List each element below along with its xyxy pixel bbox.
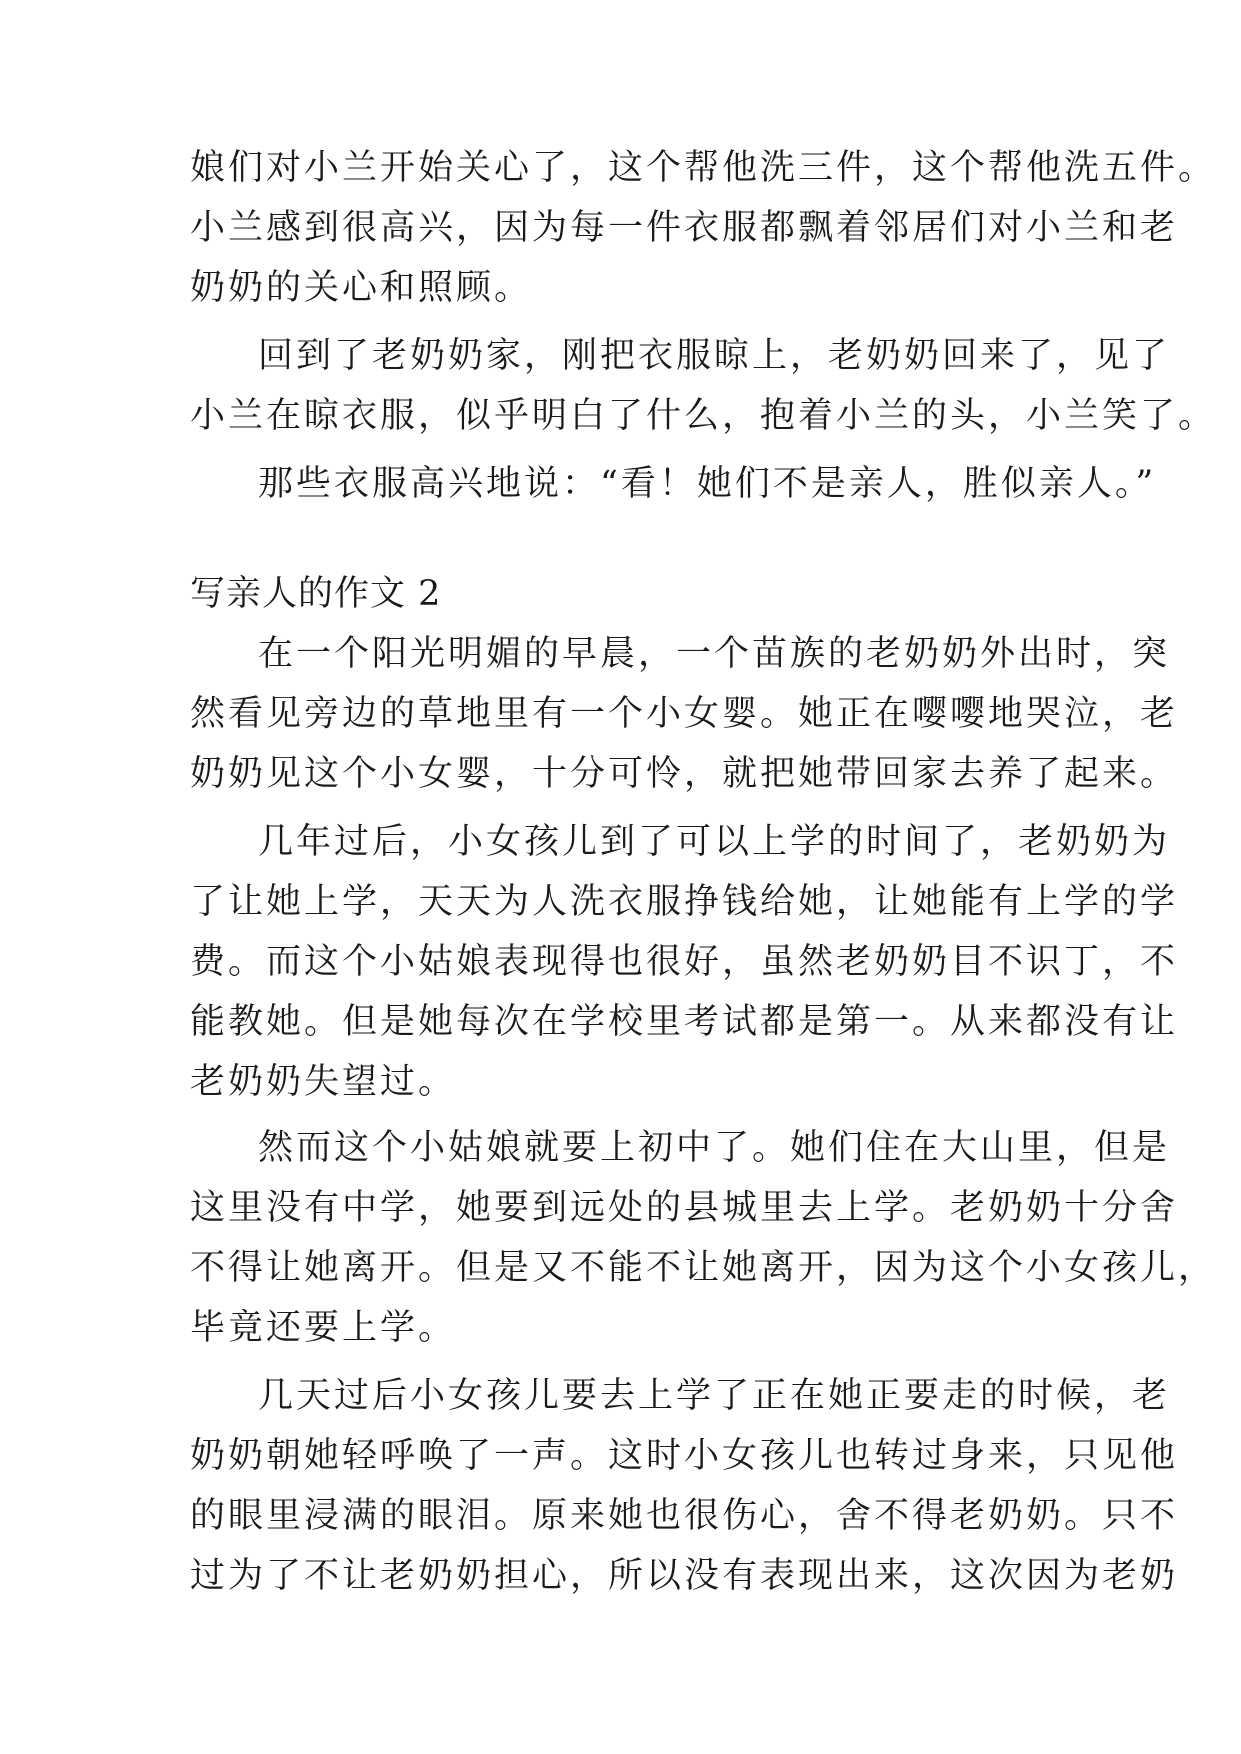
paragraph-line: 的眼里浸满的眼泪。原来她也很伤心，舍不得老奶奶。只不 [190, 1496, 1179, 1536]
paragraph-line: 不得让她离开。但是又不能不让她离开，因为这个小女孩儿， [190, 1248, 1217, 1288]
paragraph-line: 奶奶的关心和照顾。 [190, 268, 533, 308]
paragraph-line: 回到了老奶奶家，刚把衣服晾上，老奶奶回来了，见了 [258, 336, 1171, 376]
paragraph-line: 小兰在晾衣服，似乎明白了什么，抱着小兰的头，小兰笑了。 [190, 396, 1217, 436]
paragraph-line: 毕竟还要上学。 [190, 1308, 457, 1348]
paragraph-line: 然看见旁边的草地里有一个小女婴。她正在嘤嘤地哭泣，老 [190, 694, 1179, 734]
paragraph-line: 几天过后小女孩儿要去上学了正在她正要走的时候，老 [258, 1376, 1171, 1416]
paragraph-line: 能教她。但是她每次在学校里考试都是第一。从来都没有让 [190, 1002, 1179, 1042]
paragraph-line: 在一个阳光明媚的早晨，一个苗族的老奶奶外出时，突 [258, 634, 1171, 674]
essay-title: 写亲人的作文 2 [190, 574, 442, 614]
paragraph-line: 小兰感到很高兴，因为每一件衣服都飘着邻居们对小兰和老 [190, 208, 1179, 248]
paragraph-line: 奶奶朝她轻呼唤了一声。这时小女孩儿也转过身来，只见他 [190, 1436, 1179, 1476]
paragraph-line: 老奶奶失望过。 [190, 1062, 457, 1102]
paragraph-line: 几年过后，小女孩儿到了可以上学的时间了，老奶奶为 [258, 822, 1171, 862]
paragraph-line: 娘们对小兰开始关心了，这个帮他洗三件，这个帮他洗五件。 [190, 148, 1217, 188]
paragraph-line: 了让她上学，天天为人洗衣服挣钱给她，让她能有上学的学 [190, 882, 1179, 922]
paragraph-line: 那些衣服高兴地说：“看！她们不是亲人，胜似亲人。” [258, 464, 1157, 504]
paragraph-line: 奶奶见这个小女婴，十分可怜，就把她带回家去养了起来。 [190, 754, 1179, 794]
paragraph-line: 然而这个小姑娘就要上初中了。她们住在大山里，但是 [258, 1128, 1171, 1168]
paragraph-line: 费。而这个小姑娘表现得也很好，虽然老奶奶目不识丁，不 [190, 942, 1179, 982]
paragraph-line: 过为了不让老奶奶担心，所以没有表现出来，这次因为老奶 [190, 1556, 1179, 1596]
paragraph-line: 这里没有中学，她要到远处的县城里去上学。老奶奶十分舍 [190, 1188, 1179, 1228]
